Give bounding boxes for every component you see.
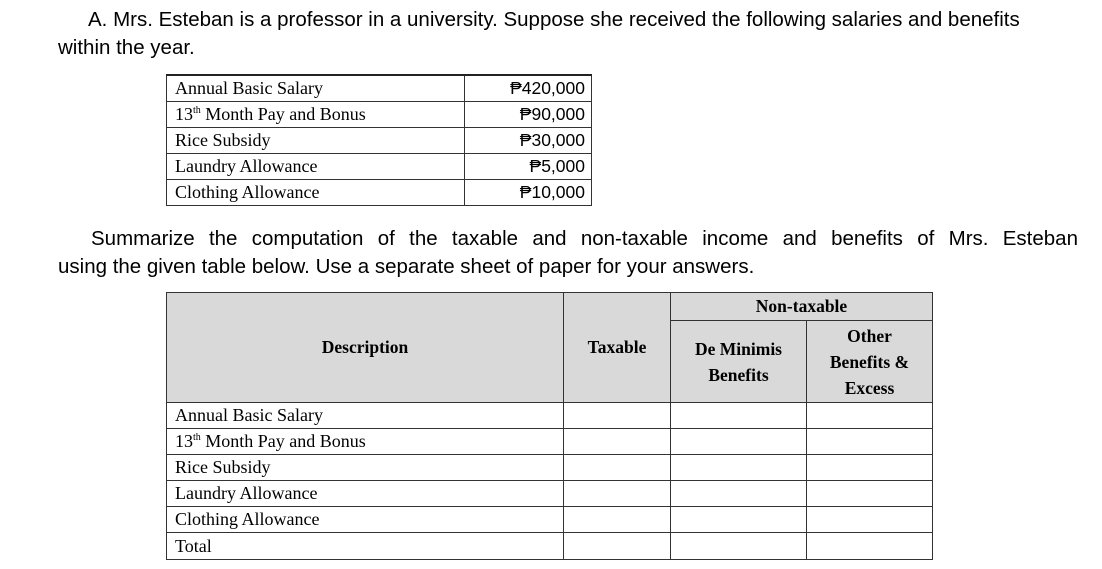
header-de-minimis-line-2: Benefits (708, 364, 769, 385)
row-description (167, 429, 564, 455)
ordinal-suffix: th (193, 432, 201, 443)
header-non-taxable: Non-taxable (671, 293, 933, 321)
salary-item (167, 102, 465, 128)
row-description: Clothing Allowance (167, 507, 564, 533)
problem-statement-line-2: within the year. (58, 36, 195, 59)
problem-statement (58, 6, 1078, 62)
other-benefits-cell (807, 533, 933, 560)
salary-benefits-table (166, 74, 592, 206)
header-other-line-2: Benefits & (829, 351, 910, 372)
de-minimis-cell (671, 507, 807, 533)
salary-amount: ₱30,000 (465, 128, 592, 154)
taxable-cell (564, 429, 671, 455)
header-other-line-1: Other (847, 325, 892, 346)
other-benefits-cell (807, 429, 933, 455)
row-description: Rice Subsidy (167, 455, 564, 481)
other-benefits-cell (807, 481, 933, 507)
instructions-line-1: Summarize the computation of the taxable and non-taxable income and benefits of Mrs. Esteban (91, 227, 1078, 250)
salary-item: Annual Basic Salary (167, 75, 465, 102)
salary-amount: ₱10,000 (465, 180, 592, 206)
table-row (167, 455, 933, 481)
table-row (167, 128, 592, 154)
row-description-number: 13 (175, 431, 193, 451)
taxable-cell (564, 403, 671, 429)
de-minimis-cell (671, 403, 807, 429)
header-taxable: Taxable (564, 293, 671, 403)
ordinal-suffix: th (193, 105, 201, 116)
taxable-cell (564, 507, 671, 533)
other-benefits-cell (807, 403, 933, 429)
salary-item-text: Month Pay and Bonus (200, 104, 366, 124)
header-description: Description (167, 293, 564, 403)
instructions (58, 225, 1078, 281)
salary-item: Rice Subsidy (167, 128, 465, 154)
header-other-benefits (807, 321, 933, 403)
salary-amount: ₱5,000 (465, 154, 592, 180)
summary-table (166, 292, 933, 560)
other-benefits-cell (807, 455, 933, 481)
table-row (167, 154, 592, 180)
table-row (167, 481, 933, 507)
problem-statement-line-1: A. Mrs. Esteban is a professor in a university. Suppose she received the following salaries and benefits (88, 8, 1020, 31)
de-minimis-cell (671, 481, 807, 507)
header-other-line-3: Excess (844, 377, 895, 398)
table-row (167, 180, 592, 206)
table-row (167, 429, 933, 455)
header-de-minimis-line-1: De Minimis (694, 338, 782, 359)
taxable-cell (564, 481, 671, 507)
row-description: Laundry Allowance (167, 481, 564, 507)
de-minimis-cell (671, 533, 807, 560)
table-row (167, 507, 933, 533)
total-row (167, 533, 933, 560)
salary-amount: ₱90,000 (465, 102, 592, 128)
header-row (167, 293, 933, 321)
taxable-cell (564, 455, 671, 481)
total-label: Total (167, 533, 564, 560)
taxable-cell (564, 533, 671, 560)
row-description-text: Month Pay and Bonus (200, 431, 366, 451)
salary-amount: ₱420,000 (465, 75, 592, 102)
header-de-minimis (671, 321, 807, 403)
other-benefits-cell (807, 507, 933, 533)
row-description: Annual Basic Salary (167, 403, 564, 429)
table-row (167, 75, 592, 102)
salary-item: Clothing Allowance (167, 180, 465, 206)
salary-item-number: 13 (175, 104, 193, 124)
instructions-line-2: using the given table below. Use a separate sheet of paper for your answers. (58, 255, 755, 278)
table-row (167, 102, 592, 128)
table-row (167, 403, 933, 429)
salary-item: Laundry Allowance (167, 154, 465, 180)
de-minimis-cell (671, 429, 807, 455)
de-minimis-cell (671, 455, 807, 481)
